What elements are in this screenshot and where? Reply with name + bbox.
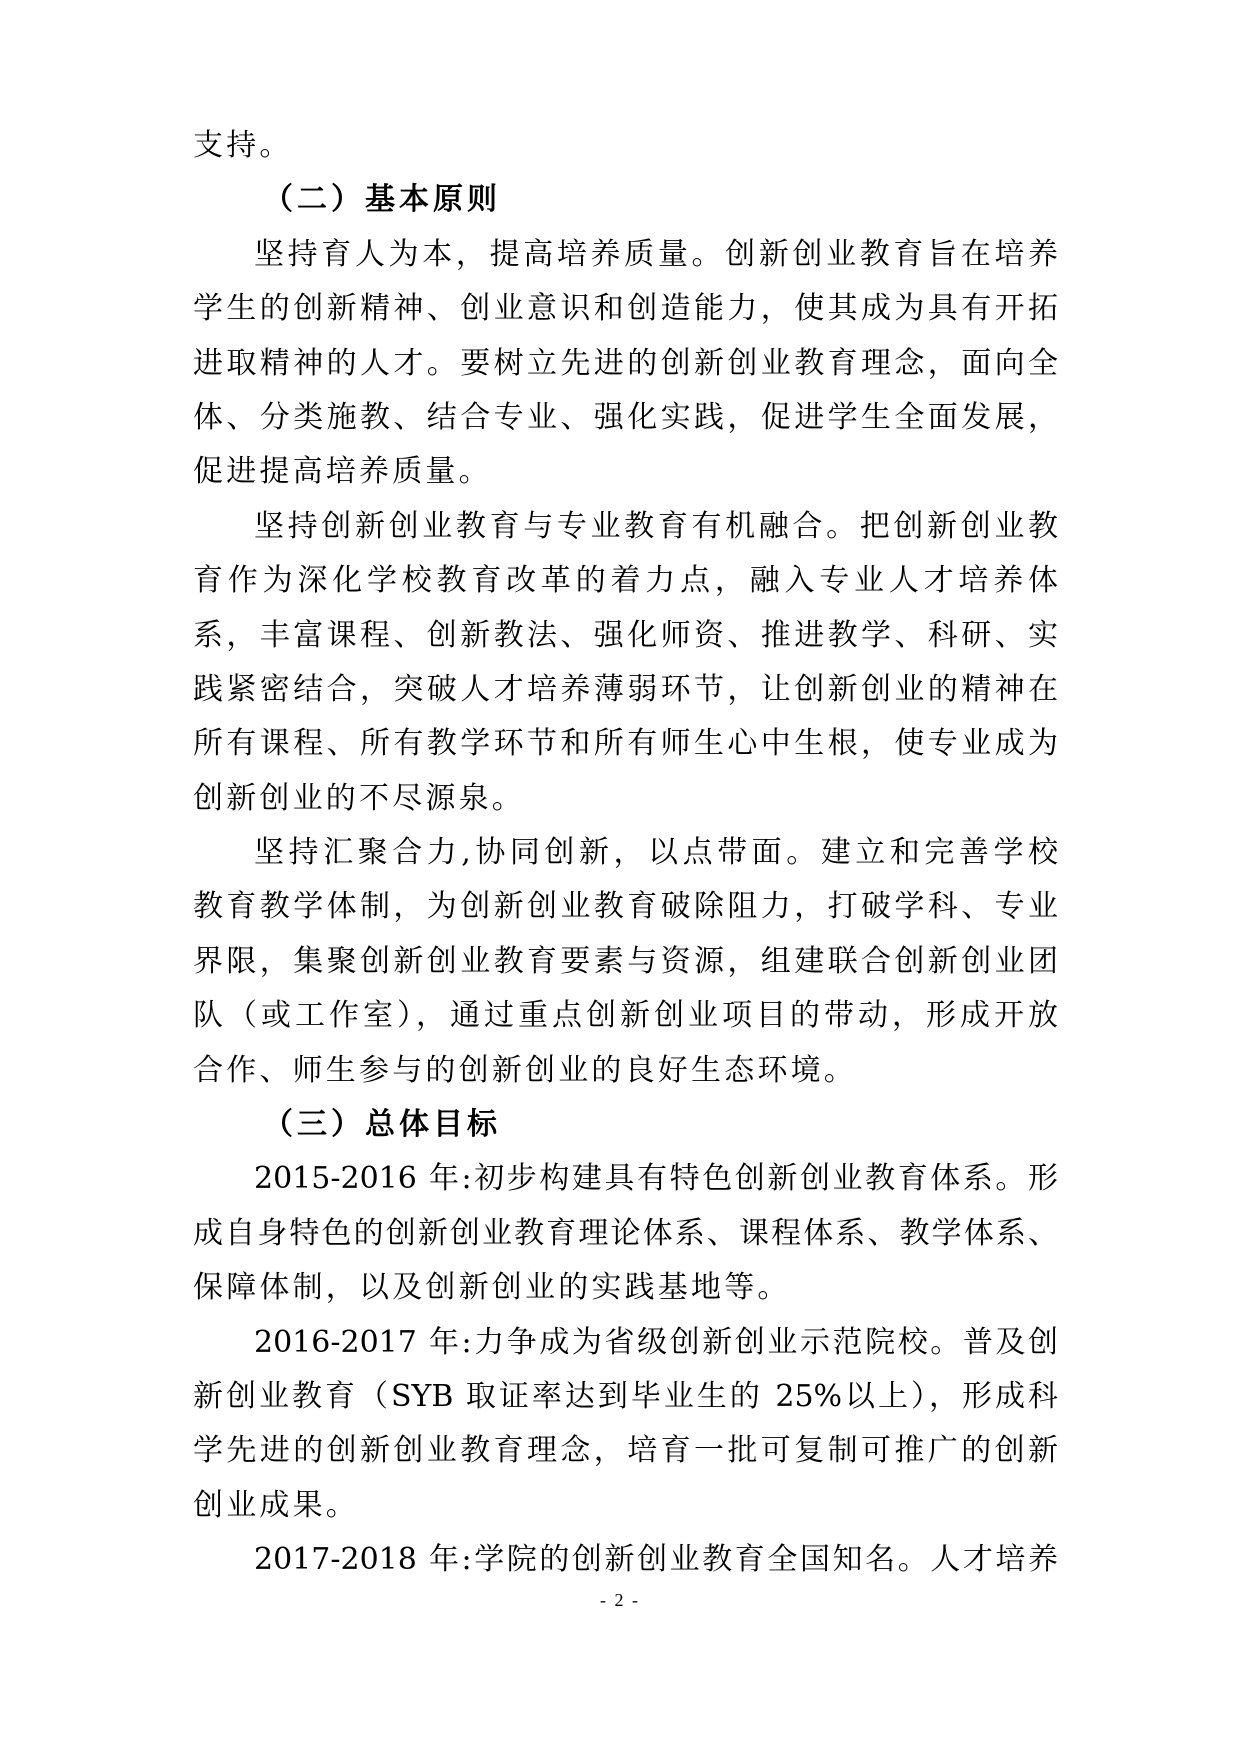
text-line: 2015-2016 年:初步构建具有特色创新创业教育体系。形: [254, 1161, 1058, 1197]
text-line: 学生的创新精神、创业意识和创造能力，使其成为具有开拓: [193, 291, 1058, 327]
text-line: 学先进的创新创业教育理念，培育一批可复制可推广的创新: [193, 1433, 1058, 1469]
text-line: 合作、师生参与的创新创业的良好生态环境。: [193, 1052, 857, 1088]
text-line: 创业成果。: [193, 1487, 359, 1523]
text-line: 2017-2018 年:学院的创新创业教育全国知名。人才培养: [254, 1542, 1058, 1578]
text-line: 践紧密结合，突破人才培养薄弱环节，让创新创业的精神在: [193, 671, 1058, 707]
text-line: 促进提高培养质量。: [193, 454, 492, 490]
section-heading: （三）总体目标: [263, 1107, 501, 1143]
section-heading: （二）基本原则: [263, 182, 501, 218]
text-line: 2016-2017 年:力争成为省级创新创业示范院校。普及创: [254, 1324, 1058, 1360]
text-line: 新创业教育（SYB 取证率达到毕业生的 25%以上），形成科: [193, 1378, 1058, 1414]
text-line: 成自身特色的创新创业教育理论体系、课程体系、教学体系、: [193, 1215, 1058, 1251]
text-line: 坚持创新创业教育与专业教育有机融合。把创新创业教: [254, 508, 1058, 544]
text-line: 创新创业的不尽源泉。: [193, 780, 525, 816]
document-page: [193, 128, 1058, 1597]
text-line: 坚持汇聚合力,协同创新，以点带面。建立和完善学校: [254, 835, 1058, 871]
text-line: 育作为深化学校教育改革的着力点，融入专业人才培养体: [193, 563, 1058, 599]
text-line: 所有课程、所有教学环节和所有师生心中生根，使专业成为: [193, 726, 1058, 762]
text-line: 界限，集聚创新创业教育要素与资源，组建联合创新创业团: [193, 943, 1058, 979]
text-line: 进取精神的人才。要树立先进的创新创业教育理念，面向全: [193, 345, 1058, 381]
page-number: - 2 -: [600, 1590, 640, 1610]
text-line: 教育教学体制，为创新创业教育破除阻力，打破学科、专业: [193, 889, 1058, 925]
text-line: 体、分类施教、结合专业、强化实践，促进学生全面发展，: [193, 399, 1058, 435]
text-line: 保障体制，以及创新创业的实践基地等。: [193, 1270, 791, 1306]
text-line: 坚持育人为本，提高培养质量。创新创业教育旨在培养: [254, 236, 1058, 272]
text-line: 系，丰富课程、创新教法、强化师资、推进教学、科研、实: [193, 617, 1058, 653]
text-line: 支持。: [193, 128, 293, 163]
text-line: 队（或工作室），通过重点创新创业项目的带动，形成开放: [193, 998, 1058, 1034]
